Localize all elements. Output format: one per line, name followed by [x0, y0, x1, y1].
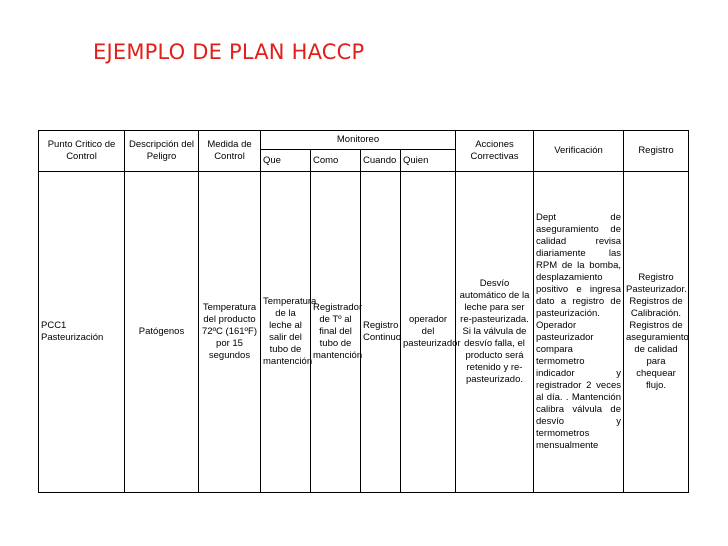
header-medida: Medida de Control: [199, 131, 261, 172]
header-descripcion: Descripción del Peligro: [125, 131, 199, 172]
cell-punto-critico: PCC1 Pasteurización: [39, 172, 125, 493]
header-quien: Quien: [401, 150, 456, 172]
cell-quien: operador del pasteurizador: [401, 172, 456, 493]
cell-acciones: Desvío automático de la leche para ser re-pasteurizada. Si la válvula de desvío falla, el producto será retenido y re-pasteurizado.: [456, 172, 534, 493]
cell-verificacion: Dept de aseguramiento de calidad revisa diariamente las RPM de la bomba, desplazamiento positivo e ingresa dato a registro de pasteurización. Operador pasteurizador compara termometro indicador y registrador 2 veces al día. . Mantención calibra válvula de desvío y termometros mensualmente: [534, 172, 624, 493]
cell-registro: Registro Pasteurizador. Registros de Calibración. Registros de aseguramiento de calidad para chequear flujo.: [624, 172, 689, 493]
cell-cuando: Registro Continuo: [361, 172, 401, 493]
haccp-plan-table: [38, 130, 689, 493]
header-como: Como: [311, 150, 361, 172]
header-punto-critico: Punto Critico de Control: [39, 131, 125, 172]
table-row: [39, 172, 689, 493]
cell-como: Registrador de Tº al final del tubo de mantención: [311, 172, 361, 493]
header-acciones: Acciones Correctivas: [456, 131, 534, 172]
cell-que: Temperatura de la leche al salir del tubo de mantención: [261, 172, 311, 493]
header-que: Que: [261, 150, 311, 172]
cell-medida: Temperatura del producto 72ºC (161ºF) por 15 segundos: [199, 172, 261, 493]
header-cuando: Cuando: [361, 150, 401, 172]
page-title: EJEMPLO DE PLAN HACCP: [93, 40, 365, 64]
header-row: [39, 131, 689, 150]
header-verificacion: Verificación: [534, 131, 624, 172]
cell-descripcion: Patógenos: [125, 172, 199, 493]
header-registro: Registro: [624, 131, 689, 172]
header-monitoreo: Monitoreo: [261, 131, 456, 150]
